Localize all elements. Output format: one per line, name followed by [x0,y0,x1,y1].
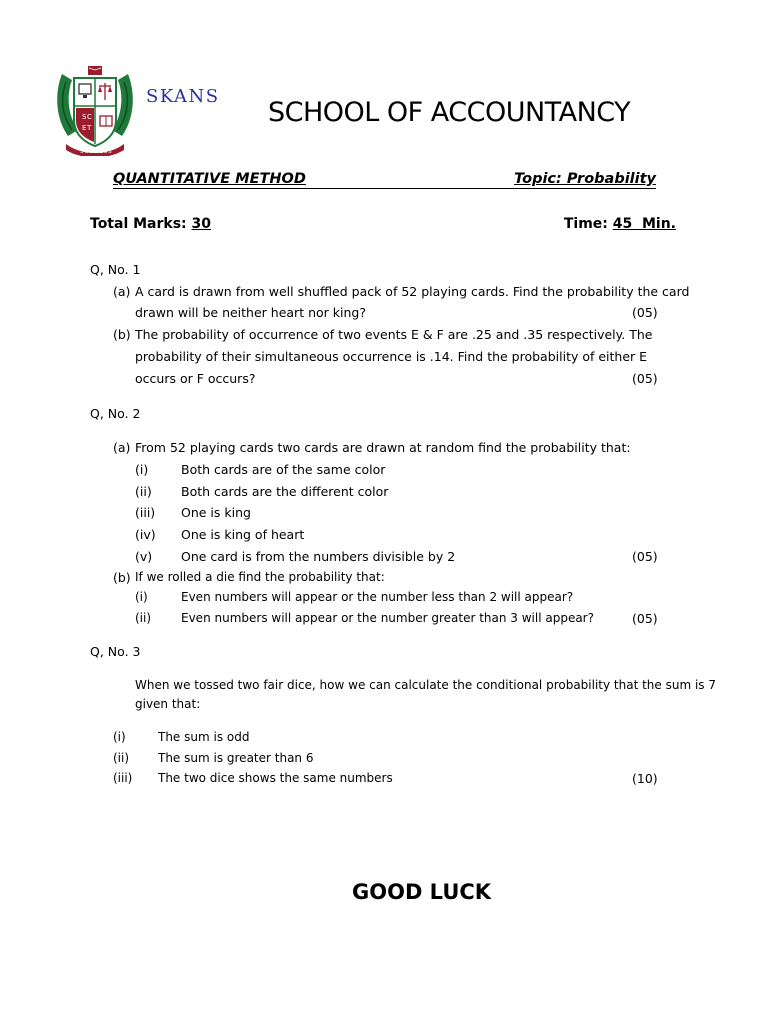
q2b-item-text: Even numbers will appear or the number less than 2 will appear? [181,590,574,604]
question-3-heading: Q, No. 3 [90,644,141,659]
time-value: 45 Min. [612,216,676,232]
q1a-marks: (05) [632,305,658,320]
school-crest-logo [54,64,136,156]
q2b-item-num: (ii) [135,611,152,625]
q2a-item-text: One card is from the numbers divisible by 2 [181,549,456,564]
q1a-text-line-1: A card is drawn from well shuffled pack of 52 playing cards. Find the probability the card [135,284,690,299]
q2a-item-num: (v) [135,549,153,564]
q2a-item-num: (i) [135,462,149,477]
total-marks-label: Total Marks: [90,216,192,232]
q3-text-line-2: given that: [135,697,201,711]
logo-wordmark: SKANS [146,86,220,107]
closing-message: GOOD LUCK [352,880,492,904]
q2a-text: From 52 playing cards two cards are drawn at random find the probability that: [135,440,631,455]
svg-text:E: E [82,124,87,132]
q2a-label: (a) [113,440,131,455]
svg-text:C: C [87,113,92,121]
q2a-item-text: Both cards are of the same color [181,462,386,477]
subject-underline [113,188,656,189]
q2b-label: (b) [113,570,131,585]
time-label: Time: [563,216,613,232]
q1a-label: (a) [113,284,131,299]
q2a-marks: (05) [632,549,658,564]
q1b-marks: (05) [632,371,658,386]
q1b-text-line-2: probability of their simultaneous occurrence is .14. Find the probability of either E [135,349,648,364]
subject-title: QUANTITATIVE METHOD [113,171,306,187]
topic-title: Topic: Probability [514,171,656,187]
svg-text:SUCCESS: SUCCESS [80,149,113,155]
q2a-item-num: (iv) [135,527,156,542]
q3-text-line-1: When we tossed two fair dice, how we can calculate the conditional probability that the sum is 7 [135,678,717,692]
q3-item-text: The sum is odd [158,730,250,744]
q2b-item-num: (i) [135,590,148,604]
q3-item-num: (ii) [113,751,130,765]
q3-item-text: The two dice shows the same numbers [158,771,393,785]
q1b-text-line-1: The probability of occurrence of two events E & F are .25 and .35 respectively. The [135,327,653,342]
total-marks [90,216,211,232]
school-name: SCHOOL OF ACCOUNTANCY [268,97,631,128]
q1b-text-line-3: occurs or F occurs? [135,371,256,386]
q3-item-num: (i) [113,730,126,744]
question-1-heading: Q, No. 1 [90,262,141,277]
q2a-item-text: One is king [181,505,251,520]
q3-item-num: (iii) [113,771,133,785]
q2a-item-num: (iii) [135,505,156,520]
q2b-marks: (05) [632,611,658,626]
q2b-text: If we rolled a die find the probability that: [135,570,385,584]
q3-marks: (10) [632,771,658,786]
svg-text:T: T [87,124,92,132]
exam-time [564,216,676,232]
q3-item-text: The sum is greater than 6 [158,751,314,765]
q2b-item-text: Even numbers will appear or the number greater than 3 will appear? [181,611,594,625]
q1a-text-line-2: drawn will be neither heart nor king? [135,305,366,320]
svg-text:S: S [82,113,87,121]
q2a-item-num: (ii) [135,484,152,499]
q2a-item-text: One is king of heart [181,527,305,542]
question-2-heading: Q, No. 2 [90,406,141,421]
total-marks-value: 30 [191,216,212,232]
q2a-item-text: Both cards are the different color [181,484,389,499]
q1b-label: (b) [113,327,131,342]
